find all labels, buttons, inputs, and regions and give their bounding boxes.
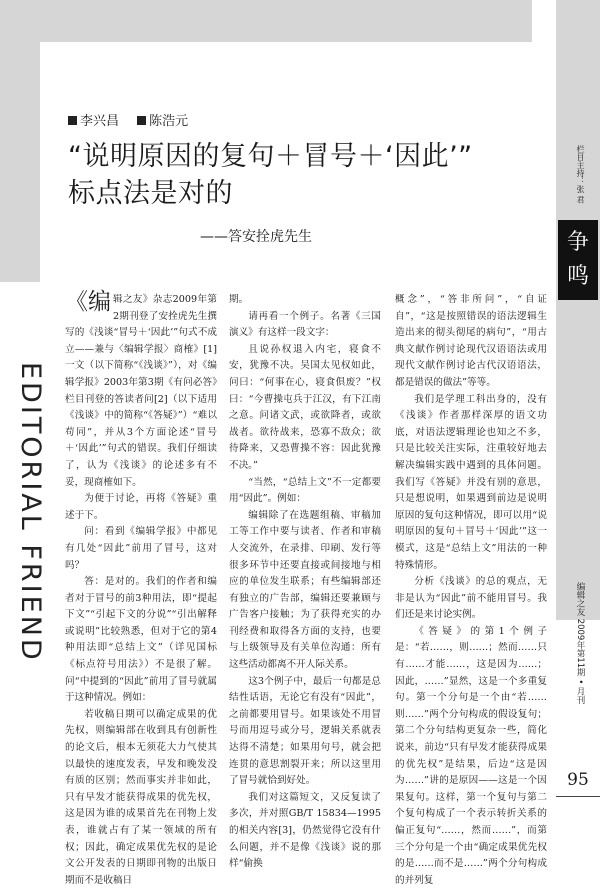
article-subtitle: ——答安拴虎先生	[200, 229, 312, 245]
paragraph: 我们是学理工科出身的，没有《浅谈》作者那样深厚的语文功底，对语法逻辑理论也知之不多，只是比较关注实际，注重较好地去解决编辑实践中遇到的具体问题。我们写《答疑》并没有别的意思，只是想说明，如果遇到前边是说明原因的复句这种情况，即可以用“说明原因的复句＋冒号＋‘因此’”这一模式，这是“总结上文”用法的一种特殊情形。	[395, 393, 547, 571]
paragraph: 《答疑》的第1个例子是：“若……，则……；然而……只有……才能……，这是因为……；因此，……”显然，这是一个多重复句。第一个分句是一个由“若……则……”两个分句构成的假设复句；第二个分句结构更复杂一些，简化说来，前边“只有早发才能获得成果的优先权”是结果，后边“这是因为……”讲的是原因——这是一个因果复句。这样，第一个复句与第二个复句构成了一个表示转折关系的偏正复句“……，然而……”，而第三个分句是一个由“确定成果优先权的是……而不是……”两个分句构成的并列复	[395, 625, 547, 886]
paragraph: 若收稿日期可以确定成果的优先权，则编辑部在收到具有创新性的论文后，根本无须花大力气使其以最快的速度发表，早发和晚发没有质的区别；然而事实并非如此，只有早发才能获得成果的优先权，这是因为谁的成果首先在刊物上发表，谁就占有了某一领域的所有权；因此，确定成果优先权的是论文公开发表的日期即刊物的出版日期而不是收稿日	[65, 708, 217, 886]
title-line-1: “说明原因的复句＋冒号＋‘因此’”	[68, 141, 473, 172]
paragraph: 答：是对的。我们的作者和编者对于冒号的前3种用法，即“提起下文”“引起下文的分说”“引出解释或说明”比较熟悉，但对于它的第4种用法即“总结上文”（详见国标《标点符号用法》）不是很了解。问“中提到的“因此”前用了冒号就属于这种情况。例如：	[65, 576, 217, 704]
paragraph: 期。	[229, 294, 249, 305]
header-gray-block	[0, 0, 532, 42]
vertical-journal-name: EDITORIAL FRIEND	[15, 362, 46, 663]
body-column-1	[65, 289, 217, 889]
right-gray-strip	[556, 0, 600, 620]
author-1: 李兴昌	[80, 114, 120, 129]
paragraph: 请再看一个例子。名著《三国演义》有这样一段文字：	[229, 310, 381, 339]
drop-cap: 《编	[65, 289, 111, 315]
title-line-2: 标点法是对的	[68, 178, 233, 209]
paragraph: “当然，“总结上文”不一定都要用“因此”。例如：	[229, 476, 381, 505]
page-number-rule	[556, 796, 600, 797]
square-bullet-icon	[137, 116, 146, 125]
column-editor: 栏目主持：张 君	[576, 145, 585, 204]
square-bullet-icon	[68, 116, 77, 125]
paragraph: 为便于讨论，再将《答疑》重述于下。	[65, 493, 217, 521]
journal-issue-info: 编辑之友 2009年第11期 • 月刊	[575, 582, 585, 705]
paragraph: 且说孙权退入内宅，寝食不安，犹豫不决。吴国太见权如此，问曰：“何事在心，寝食俱废？”权曰：“今曹操屯兵于江汉，有下江南之意。问诸文武，或欲降者，或欲战者。欲待战来，恐寡不敌众；欲待降来，又恐曹操不容：因此犹豫不决。”	[229, 343, 381, 471]
paragraph: 概念”，“答非所问”，“自证自”，“这是按照错误的语法逻辑生造出来的彻头彻尾的病句”，“用古典文献作例讨论现代汉语语法或用现代文献作例讨论古代汉语语法，都是错误的做法”等等。	[395, 294, 547, 388]
paragraph: 问：看到《编辑学报》中都见有几处“因此”前用了冒号，这对吗？	[65, 526, 217, 571]
paragraph: 编辑除了在选题组稿、审稿加工等工作中要与读者、作者和审稿人交流外，在录排、印刷、发行等很多环节中还要直接或间接地与相应的单位发生联系；有些编辑部还有独立的广告部，编辑还要兼顾与广告客户接触；为了获得充实的办刊经费和取得各方面的支持，也要与上级领导及有关单位沟通：所有这些活动都离不开人际关系。	[229, 509, 381, 671]
author-2: 陈浩元	[149, 114, 189, 129]
left-gray-strip	[0, 42, 40, 282]
article-title	[68, 138, 538, 212]
paragraph: 我们对这篇短文，又反复读了多次，并对照GB/T 15834—1995的相关内容[3]，仍然觉得它没有什么问题，并不是像《浅谈》说的那样“偷换	[229, 791, 381, 870]
body-column-2	[229, 292, 381, 873]
page-number: 95	[567, 770, 589, 790]
paragraph: 分析《浅谈》的总的观点，无非是认为“因此”前不能用冒号。我们还是来讨论实例。	[395, 576, 547, 621]
column-name-box	[558, 220, 598, 300]
column-name-char-2: 鸣	[566, 264, 589, 289]
body-column-3	[395, 292, 547, 889]
paragraph: 这3个例子中，最后一句都是总结性话语，无论它有没有“因此”，之前都要用冒号。如果该处不用冒号而用逗号或分号，逻辑关系就表达得不清楚；如果用句号，就会把连贯的意思割裂开来；所以这里用了冒号就恰到好处。	[229, 675, 381, 787]
paragraph: 《编辑之友》杂志2009年第2期刊登了安拴虎先生撰写的《浅谈“冒号＋‘因此’”句式不成立——兼与〈编辑学报〉商榷》[1]一文（以下简称“《浅谈》”），对《编辑学报》2003年第3期《有问必答》栏目刊登的答读者问[2]（以下适用《浅谈》中的简称“《答疑》”）“难以苟同”，并从3个方面论述“冒号＋‘因此’”句式的错误。我们仔细读了，认为《浅谈》的论述多有不妥，现商榷如下。	[65, 289, 217, 488]
column-name-char-1: 争	[566, 230, 589, 255]
authors	[68, 110, 188, 129]
